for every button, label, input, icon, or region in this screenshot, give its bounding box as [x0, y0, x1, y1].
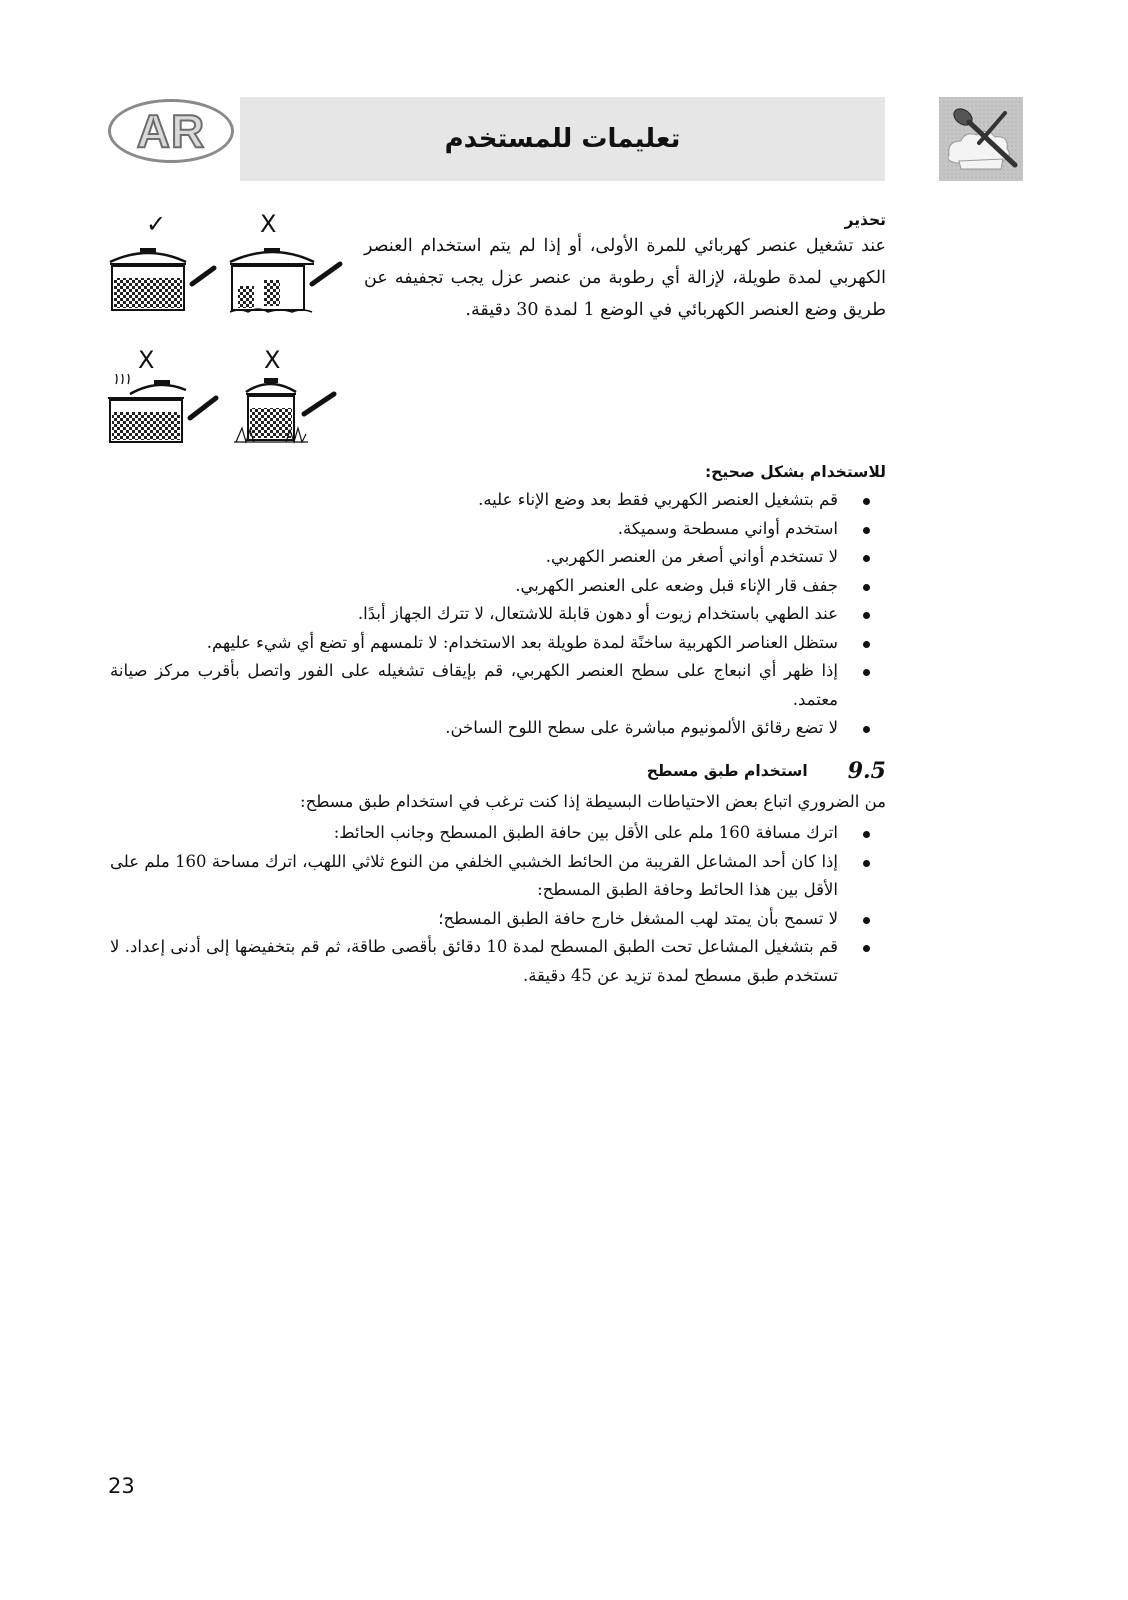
list-item: إذا كان أحد المشاعل القريبة من الحائط الخشبي الخلفي من النوع ثلاثي اللهب، اترك مساحة 160 ملم على الأقل بين هذا الحائط وحافة الطبق المسطح:	[110, 848, 886, 905]
svg-text:X: X	[260, 210, 277, 238]
list-item: استخدم أواني مسطحة وسميكة.	[110, 515, 886, 544]
language-badge-label: AR	[136, 105, 206, 157]
pot-correct-icon	[110, 248, 214, 310]
section-title: استخدام طبق مسطح	[646, 762, 808, 780]
svg-text:X: X	[264, 346, 281, 374]
title-bar	[240, 97, 885, 181]
list-item: قم بتشغيل العنصر الكهربي فقط بعد وضع الإناء عليه.	[110, 486, 886, 515]
spoon-chef-hat-icon	[939, 97, 1023, 181]
list-item: لا تسمح بأن يمتد لهب المشغل خارج حافة الطبق المسطح؛	[110, 905, 886, 934]
page-number: 23	[108, 1474, 135, 1498]
pots-illustration	[108, 208, 368, 458]
mark-wrong-1	[260, 210, 276, 238]
section-heading	[600, 756, 886, 786]
list-item: قم بتشغيل المشاعل تحت الطبق المسطح لمدة 10 دقائق بأقصى طاقة، ثم قم بتخفيضها إلى أدنى إعداد. لا تستخدم طبق مسطح لمدة تزيد عن 45 دقيقة.	[110, 933, 886, 990]
correct-use-heading: للاستخدام بشكل صحيح:	[704, 463, 886, 481]
svg-text:✓: ✓	[146, 210, 167, 238]
section-number: 9.5	[847, 758, 886, 784]
flat-plate-list	[110, 819, 886, 990]
warning-block	[364, 210, 886, 326]
mark-wrong-2	[138, 346, 154, 374]
warning-heading: تحذير	[844, 211, 886, 229]
section-intro: من الضروري اتباع بعض الاحتياطات البسيطة إذا كنت ترغب في استخدام طبق مسطح:	[300, 792, 886, 811]
pot-small-base-icon	[230, 248, 340, 312]
correct-use-list	[110, 486, 886, 743]
mark-correct	[146, 210, 166, 238]
list-item: جفف قار الإناء قبل وضعه على العنصر الكهربي.	[110, 572, 886, 601]
mark-wrong-3	[264, 346, 280, 374]
list-item: اترك مسافة 160 ملم على الأقل بين حافة الطبق المسطح وجانب الحائط:	[110, 819, 886, 848]
page-title: تعليمات للمستخدم	[444, 124, 681, 154]
list-item: لا تستخدم أواني أصغر من العنصر الكهربي.	[110, 543, 886, 572]
svg-text:X: X	[138, 346, 155, 374]
list-item: إذا ظهر أي انبعاج على سطح العنصر الكهربي، قم بإيقاف تشغيله على الفور واتصل بأقرب مركز صيانة معتمد.	[110, 657, 886, 714]
pot-flame-outside-icon	[234, 378, 334, 442]
list-item: ستظل العناصر الكهربية ساخنًة لمدة طويلة بعد الاستخدام: لا تلمسهم أو تضع أي شيء عليهم.	[110, 629, 886, 658]
warning-text: عند تشغيل عنصر كهربائي للمرة الأولى، أو إذا لم يتم استخدام العنصر الكهربي لمدة طويلة، لإزالة أي رطوبة من عنصر عزل يجب تجفيفه عن طريق وضع العنصر الكهربائي في الوضع 1 لمدة 30 دقيقة.	[364, 236, 886, 320]
pot-lid-open-icon	[108, 374, 216, 442]
list-item: لا تضع رقائق الألمونيوم مباشرة على سطح اللوح الساخن.	[110, 714, 886, 743]
list-item: عند الطهي باستخدام زيوت أو دهون قابلة للاشتعال، لا تترك الجهاز أبدًا.	[110, 600, 886, 629]
language-badge	[108, 99, 234, 163]
